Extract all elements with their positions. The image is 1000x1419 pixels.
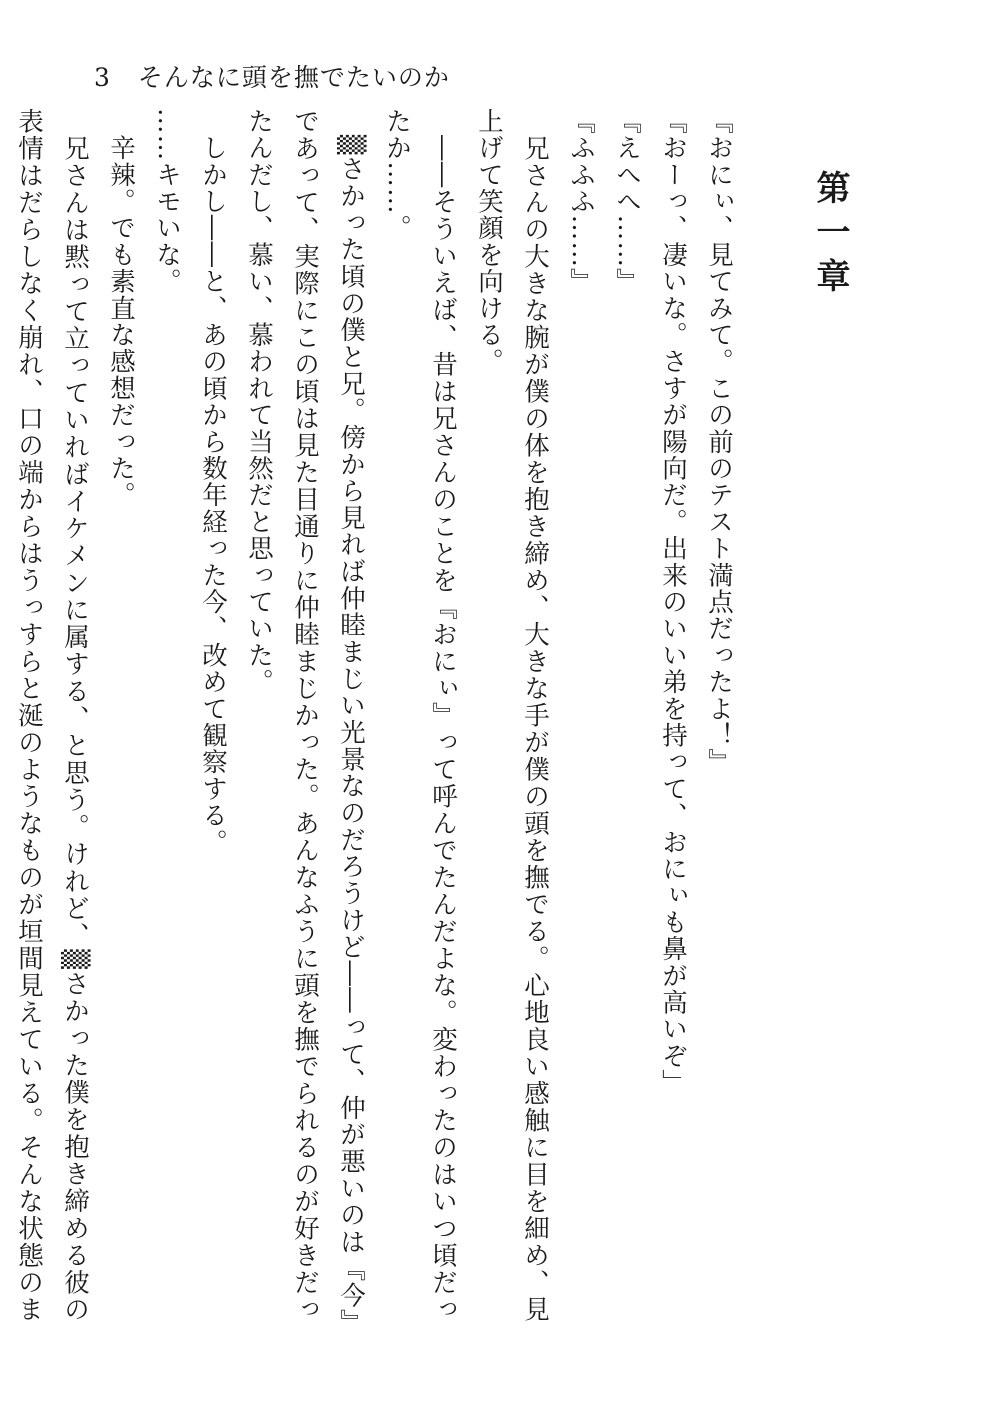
chapter-title: 第一章: [810, 170, 850, 302]
paragraph: ……キモいな。: [152, 108, 182, 295]
paragraph: 『おにぃ、見てみて。この前のテスト満点だったよ！』: [704, 108, 734, 776]
paragraph: 『えへへ……』: [612, 108, 642, 295]
paragraph: 兄さんは黙って立っていればイケメンに属する、と思う。けれど、▒さかった僕を抱き締める彼の表情はだらしなく崩れ、口の端からはうっすらと涎のようなものが垣間見えている。そんな状態のま: [14, 108, 90, 1323]
page-number: 3: [94, 63, 111, 92]
body-text: [0, 108, 742, 1323]
paragraph: ――そういえば、昔は兄さんのことを『おにぃ』って呼んでたんだよな。変わったのはいつ頃だったか……。: [382, 108, 458, 1323]
running-head-title: そんなに頭を撫でたいのか: [137, 63, 450, 92]
paragraph: しかし――と、あの頃から数年経った今、改めて観察する。: [198, 108, 228, 856]
paragraph: ▒さかった頃の僕と兄。傍から見れば仲睦まじい光景なのだろうけど――って、仲が悪いのは『今』であって、実際にこの頃は見た目通りに仲睦まじかった。あんなふうに頭を撫でられるのが好きだったんだし、慕い、慕われて当然だと思っていた。: [244, 108, 366, 1323]
paragraph: 『おーっ、凄いな。さすが陽向だ。出来のいい弟を持って、おにぃも鼻が高いぞ」: [658, 108, 688, 1096]
paragraph: 兄さんの大きな腕が僕の体を抱き締め、大きな手が僕の頭を撫でる。心地良い感触に目を細め、見上げて笑顔を向ける。: [474, 108, 550, 1324]
paragraph: 辛辣。でも素直な感想だった。: [106, 108, 136, 509]
paragraph: 『ふふふ……』: [566, 108, 596, 295]
running-head: [94, 58, 450, 94]
